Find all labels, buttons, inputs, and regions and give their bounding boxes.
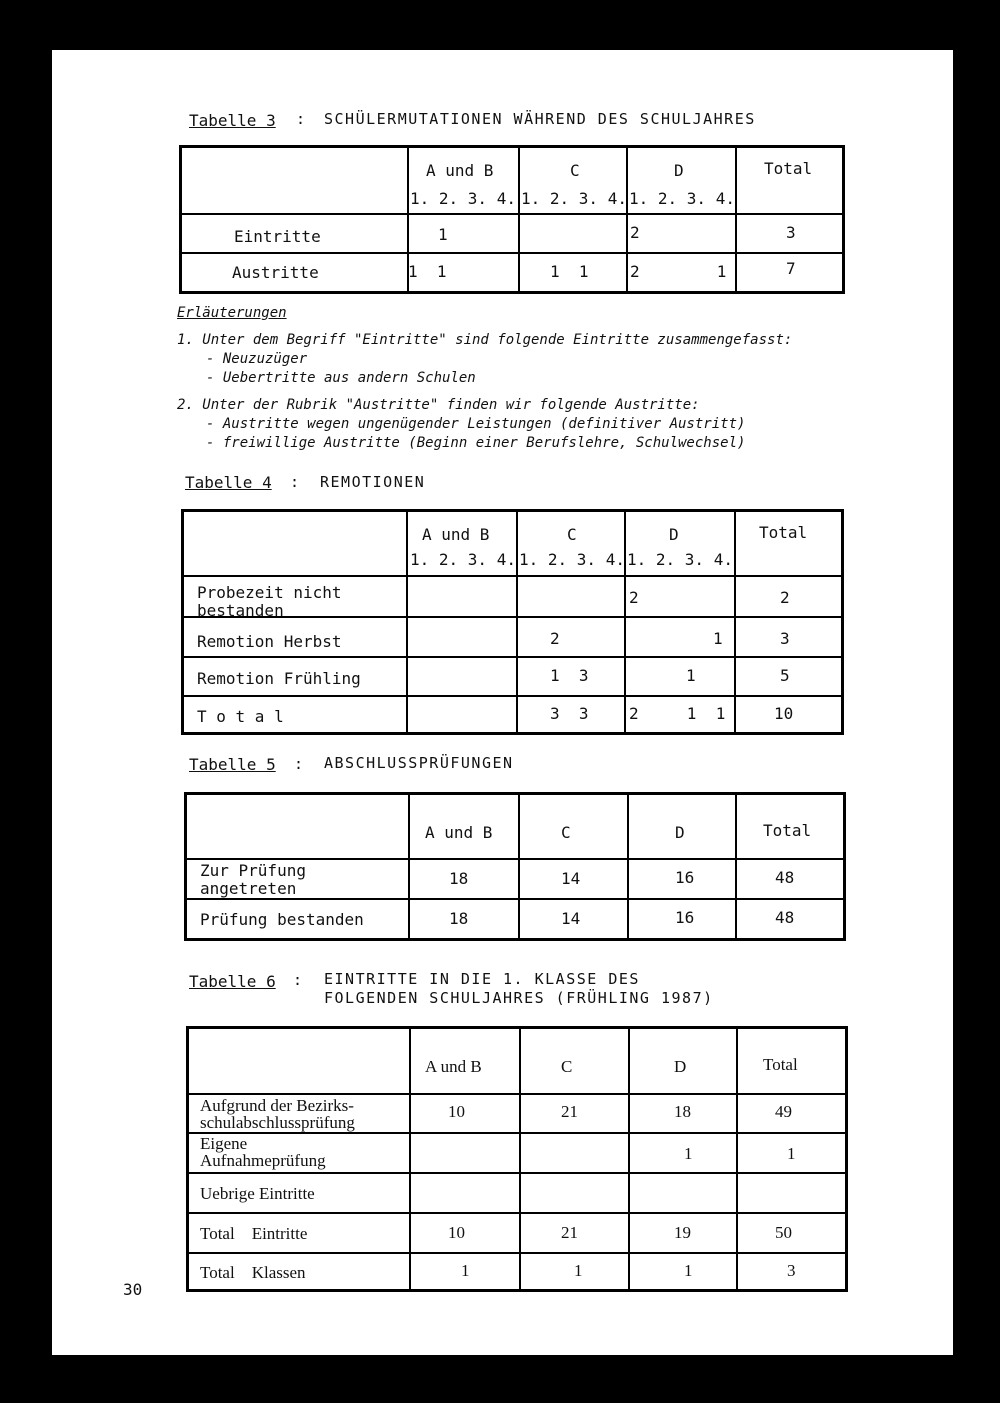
- table4-row-label: Remotion Herbst: [197, 632, 342, 651]
- table6-header-ab: A und B: [425, 1057, 482, 1076]
- table4-cell: 1: [686, 666, 696, 685]
- table5-colon: :: [294, 755, 305, 773]
- table5-cell: 18: [449, 909, 469, 928]
- table6-cell: 1: [684, 1144, 693, 1163]
- table3: [179, 145, 845, 294]
- table3-header-ab: A und B: [426, 161, 494, 180]
- table5-header-d: D: [675, 823, 685, 842]
- table3-cell: 1: [438, 225, 448, 244]
- table3-row-label: Austritte: [232, 263, 319, 282]
- table3-sub-d: 1. 2. 3. 4.: [629, 189, 735, 208]
- page-number: 30: [123, 1280, 143, 1299]
- table6-cell: 10: [448, 1223, 465, 1242]
- table5-cell: 16: [675, 908, 695, 927]
- table6-row-label: Eigene Aufnahmeprüfung: [200, 1134, 326, 1170]
- table6-row-label: Aufgrund der Bezirks- schulabschlussprüfung: [200, 1096, 355, 1132]
- table4-cell: 5: [780, 666, 790, 685]
- table5-cell: 14: [561, 869, 581, 888]
- table4-title: REMOTIONEN: [320, 473, 426, 491]
- table4-header-c: C: [567, 525, 577, 544]
- table4-cell: 2: [780, 588, 790, 607]
- table5-cell: 48: [775, 868, 795, 887]
- table4-cell: 1: [713, 629, 723, 648]
- table6-row-label: Total Klassen: [200, 1263, 306, 1282]
- table5-cell: 18: [449, 869, 469, 888]
- table4-label: Tabelle 4: [185, 473, 272, 492]
- table3-row-label: Eintritte: [234, 227, 321, 246]
- table4-cell: 2 1 1: [629, 704, 726, 723]
- table3-cell: 1 1: [408, 262, 447, 281]
- table6-cell: 18: [674, 1102, 691, 1121]
- table3-sub-c: 1. 2. 3. 4.: [521, 189, 627, 208]
- notes-item-2a: - Austritte wegen ungenügender Leistungen (definitiver Austritt): [206, 416, 746, 432]
- table4-header-d: D: [669, 525, 679, 544]
- notes-item-1b: - Uebertritte aus andern Schulen: [206, 370, 476, 386]
- table6-cell: 19: [674, 1223, 691, 1242]
- table6-cell: 21: [561, 1223, 578, 1242]
- table6-cell: 1: [574, 1261, 583, 1280]
- table4-sub-c: 1. 2. 3. 4.: [519, 550, 625, 569]
- table4-row-label: T o t a l: [197, 707, 284, 726]
- table6-row-label: Uebrige Eintritte: [200, 1184, 315, 1203]
- notes-item-2: 2. Unter der Rubrik "Austritte" finden wir folgende Austritte:: [177, 397, 700, 413]
- table3-title: SCHÜLERMUTATIONEN WÄHREND DES SCHULJAHRES: [324, 110, 756, 128]
- table6-cell: 1: [684, 1261, 693, 1280]
- table3-cell: 3: [786, 223, 796, 242]
- table3-cell: 2: [630, 223, 640, 242]
- table6-cell: 1: [787, 1144, 796, 1163]
- table6-header-total: Total: [763, 1055, 798, 1074]
- table5-cell: 14: [561, 909, 581, 928]
- table5-header-total: Total: [763, 821, 812, 840]
- table4-colon: :: [290, 473, 301, 491]
- table3-label: Tabelle 3: [189, 111, 276, 130]
- table6-cell: 10: [448, 1102, 465, 1121]
- table5-cell: 16: [675, 868, 695, 887]
- table4-header-total: Total: [759, 523, 808, 542]
- table4-header-ab: A und B: [422, 525, 490, 544]
- table3-cell: 7: [786, 259, 796, 278]
- table3-sub-ab: 1. 2. 3. 4.: [410, 189, 516, 208]
- table4-cell: 2: [550, 629, 560, 648]
- table6-cell: 1: [461, 1261, 470, 1280]
- table3-colon: :: [296, 110, 307, 128]
- document-page: [52, 50, 953, 1355]
- table6-title-line2: FOLGENDEN SCHULJAHRES (FRÜHLING 1987): [324, 989, 714, 1007]
- table5-row-label: Prüfung bestanden: [200, 910, 364, 929]
- table4-sub-d: 1. 2. 3. 4.: [627, 550, 733, 569]
- table4-cell: 3 3: [550, 704, 589, 723]
- table3-cell: 2 1: [630, 262, 727, 281]
- table6-row-label: Total Eintritte: [200, 1224, 308, 1243]
- notes-item-1: 1. Unter dem Begriff "Eintritte" sind folgende Eintritte zusammengefasst:: [177, 332, 793, 348]
- notes-heading: Erläuterungen: [177, 305, 287, 321]
- table4-sub-ab: 1. 2. 3. 4.: [410, 550, 516, 569]
- table3-header-c: C: [570, 161, 580, 180]
- table5-label: Tabelle 5: [189, 755, 276, 774]
- table5-header-c: C: [561, 823, 571, 842]
- table3-header-d: D: [674, 161, 684, 180]
- table6-cell: 49: [775, 1102, 792, 1121]
- table3-cell: 1 1: [550, 262, 589, 281]
- table4-cell: 1 3: [550, 666, 589, 685]
- notes-item-2b: - freiwillige Austritte (Beginn einer Berufslehre, Schulwechsel): [206, 435, 746, 451]
- table6-colon: :: [293, 971, 304, 989]
- table6-cell: 50: [775, 1223, 792, 1242]
- table6: [186, 1026, 848, 1292]
- table5-header-ab: A und B: [425, 823, 493, 842]
- table6-label: Tabelle 6: [189, 972, 276, 991]
- table5-title: ABSCHLUSSPRÜFUNGEN: [324, 754, 514, 772]
- table6-cell: 3: [787, 1261, 796, 1280]
- table6-cell: 21: [561, 1102, 578, 1121]
- table4-cell: 2: [629, 588, 639, 607]
- table6-title-line1: EINTRITTE IN DIE 1. KLASSE DES: [324, 970, 640, 988]
- table3-header-total: Total: [764, 159, 813, 178]
- table5-cell: 48: [775, 908, 795, 927]
- table4-cell: 3: [780, 629, 790, 648]
- table4: [181, 509, 844, 735]
- table6-header-d: D: [674, 1057, 687, 1076]
- table4-row-label: Remotion Frühling: [197, 669, 361, 688]
- notes-item-1a: - Neuzuzüger: [206, 351, 308, 367]
- table6-header-c: C: [561, 1057, 573, 1076]
- table4-row-label: Probezeit nicht bestanden: [197, 583, 342, 620]
- table5: [184, 792, 846, 941]
- table5-row-label: Zur Prüfung angetreten: [200, 861, 306, 898]
- table4-cell: 10: [774, 704, 794, 723]
